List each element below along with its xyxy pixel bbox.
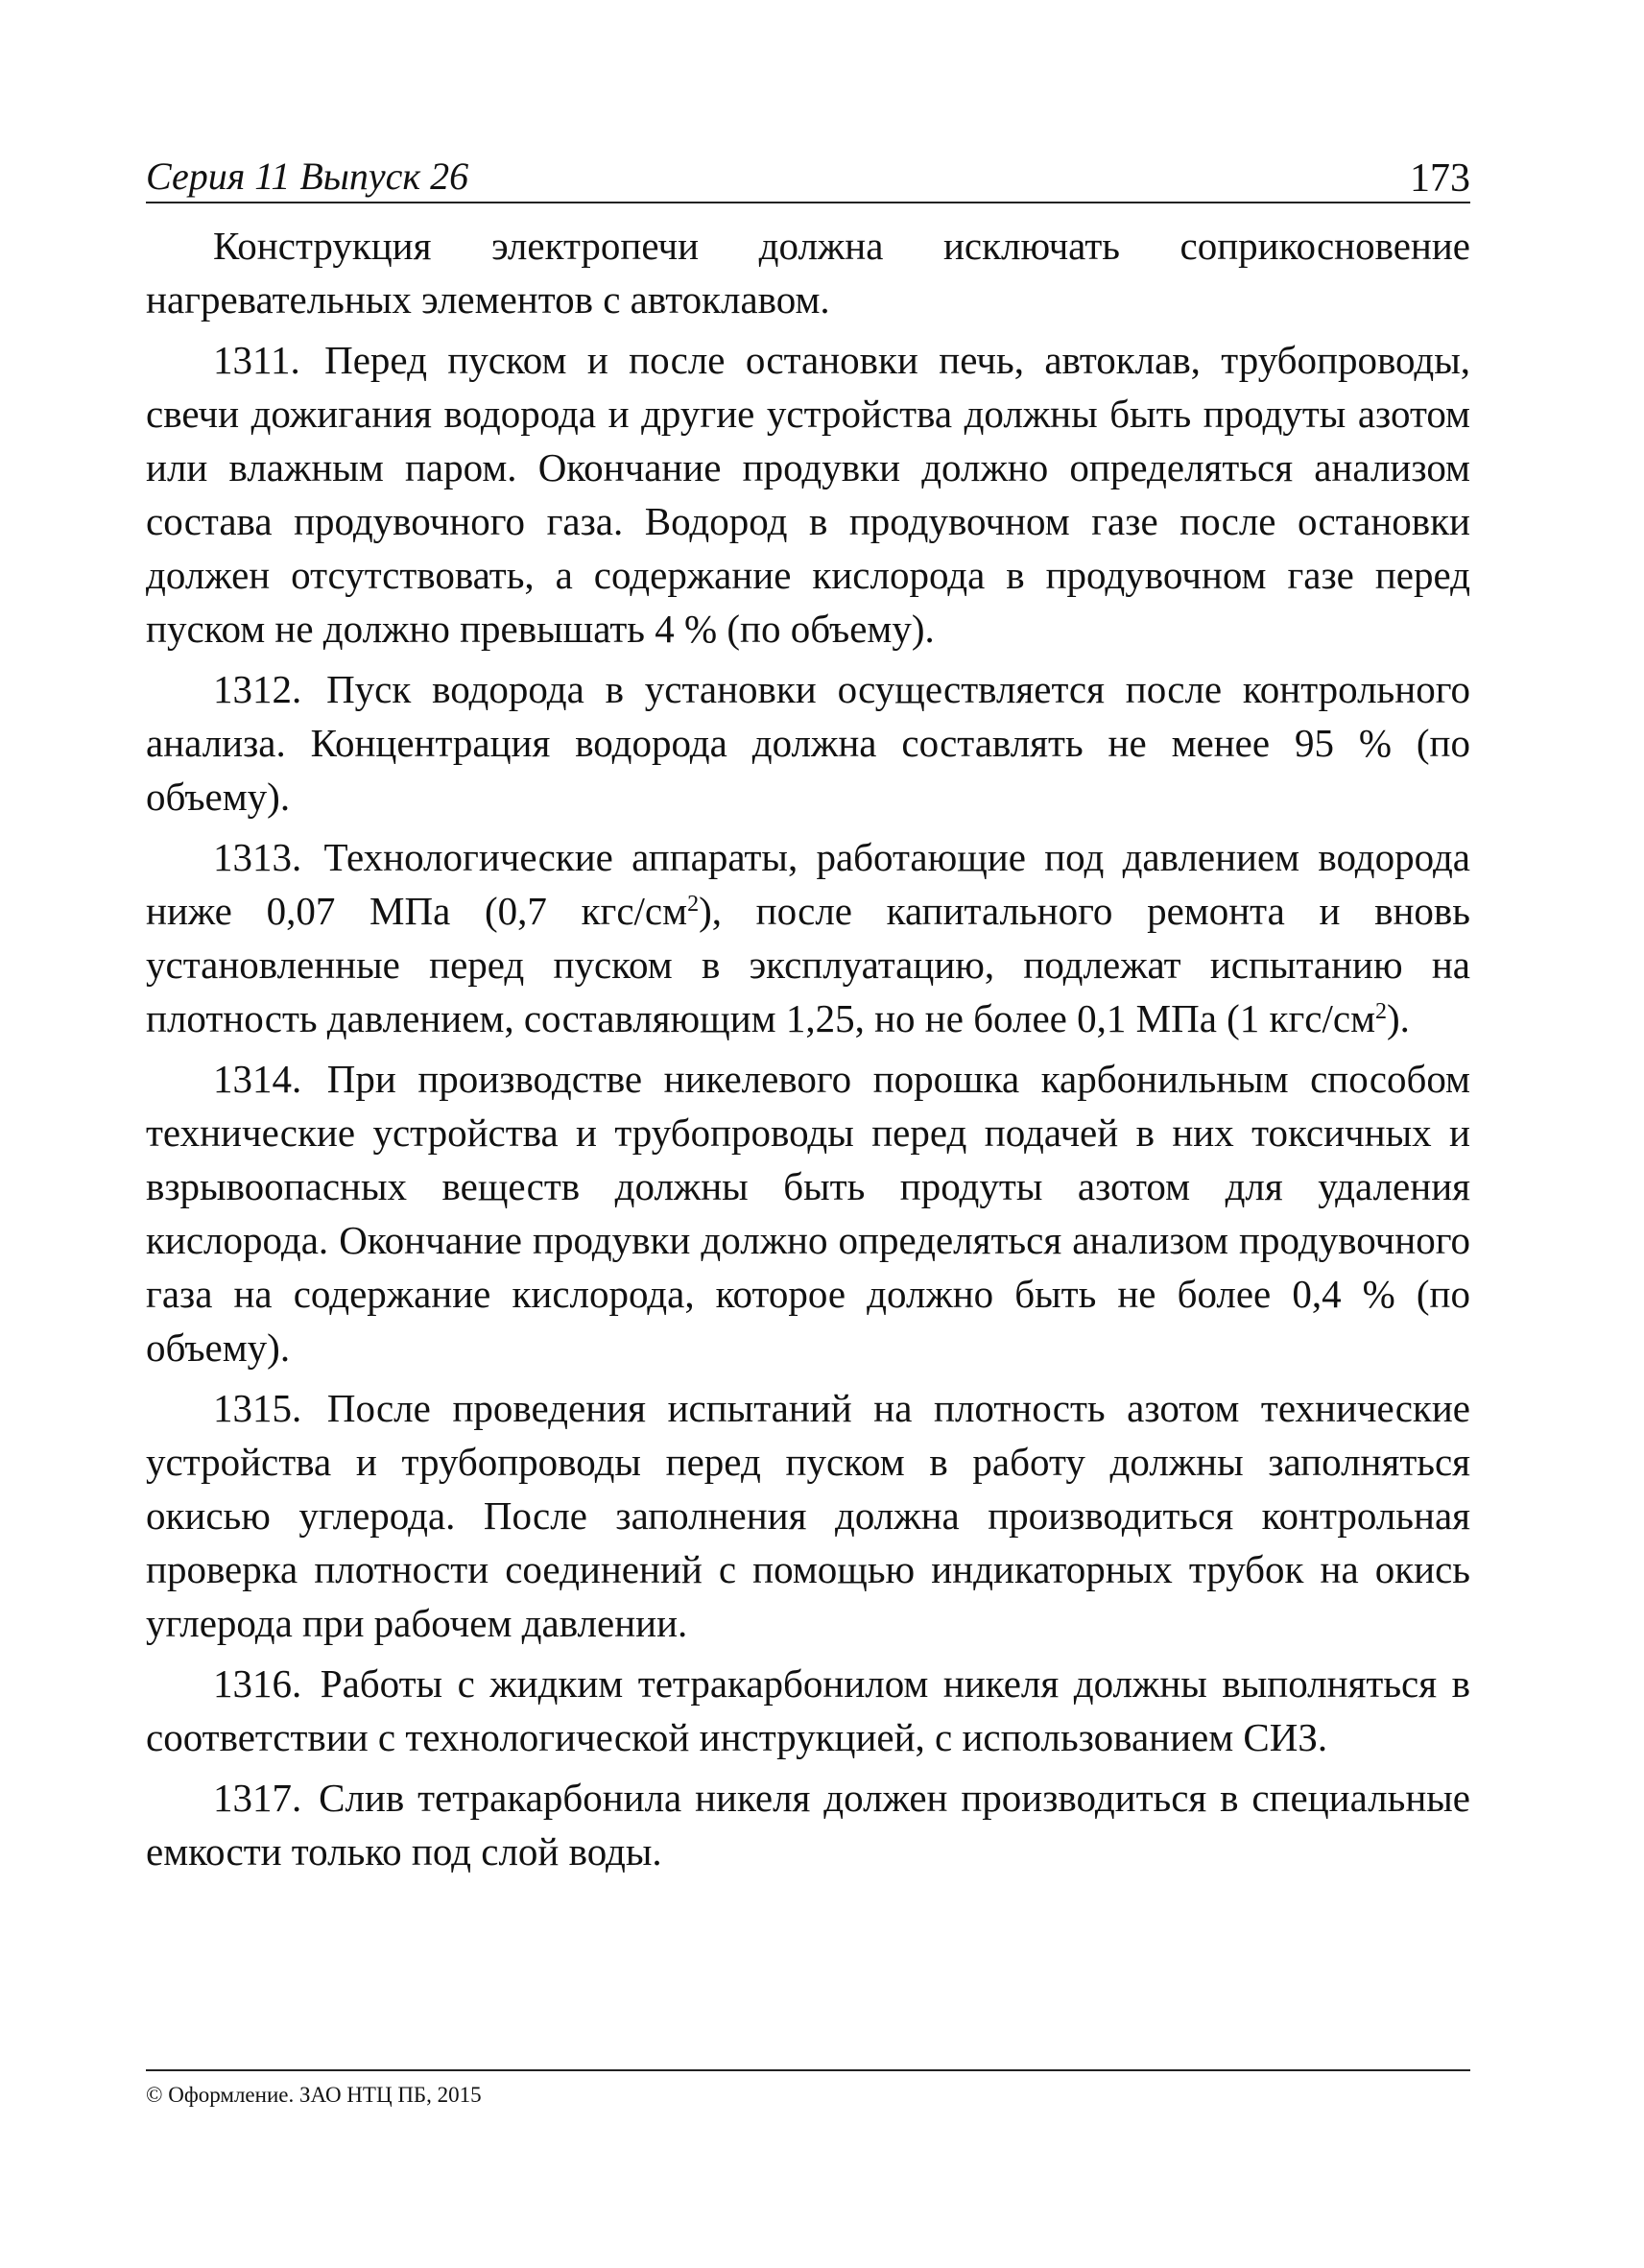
paragraph-number: 1316. [213,1661,302,1706]
paragraph-1312 [146,662,1470,824]
paragraph-number: 1315. [213,1386,302,1430]
paragraph-number: 1314. [213,1057,302,1101]
paragraph-text: ). [1387,996,1410,1040]
paragraph-text: Работы с жидким тетракарбонилом никеля должны выполняться в соответствии с технологической инструкцией, с использованием СИЗ. [146,1661,1470,1759]
paragraph-number: 1317. [213,1776,302,1820]
superscript: 2 [1375,999,1388,1024]
paragraph-1317 [146,1771,1470,1878]
paragraph-1311 [146,333,1470,656]
main-text [146,219,1470,1885]
page-number: 173 [1410,156,1470,201]
copyright-text: © Оформление. ЗАО НТЦ ПБ, 2015 [146,2083,482,2107]
paragraph-number: 1311. [213,338,300,382]
paragraph-text: После проведения испытаний на плотность азотом технические устройства и трубопроводы перед пуском в работу должны заполняться окисью углерода. После заполнения должна производиться контрольная проверка плотности соединений с помощью индикаторных трубок на окись углерода при рабочем давлении. [146,1386,1470,1645]
paragraph-text: Перед пуском и после остановки печь, автоклав, трубопроводы, свечи дожигания водорода и другие устройства должны быть продуты азотом или влажным паром. Окончание продувки должно определяться анализом состава продувочного газа. Водород в продувочном газе после остановки должен отсутствовать, а содержание кислорода в продувочном газе перед пуском не должно превышать 4 % (по объему). [146,338,1471,651]
paragraph-number: 1312. [213,667,302,711]
paragraph-text: Слив тетракарбонила никеля должен производиться в специальные емкости только под слой воды. [146,1776,1471,1874]
paragraph-text: При производстве никелевого порошка карбонильным способом технические устройства и трубопроводы перед подачей в них токсичных и взрывоопасных веществ должны быть продуты азотом для удаления кислорода. Окончание продувки должно определяться анализом продувочного газа на содержание кислорода, которое должно быть не более 0,4 % (по объему). [146,1057,1470,1370]
paragraph-text: Технологические аппараты, работающие под давлением водорода ниже 0,07 МПа (0,7 кгс/см [146,835,1471,933]
paragraph-text: Пуск водорода в установки осуществляется после контрольного анализа. Концентрация водорода должна составлять не менее 95 % (по объему). [146,667,1470,819]
paragraph-text: Конструкция электропечи должна исключать соприкосновение нагревательных элементов с автоклавом. [146,224,1470,322]
paragraph-1315 [146,1381,1470,1650]
superscript: 2 [687,892,700,917]
paragraph-1313 [146,830,1470,1045]
paragraph-1316 [146,1657,1470,1764]
paragraph-number: 1313. [213,835,302,879]
page-header [146,152,1470,203]
paragraph-text: ), после капитального ремонта и вновь установленные перед пуском в эксплуатацию, подлежат испытанию на плотность давлением, составляющим 1,25, но не более 0,1 МПа (1 кгс/см [146,889,1470,1040]
paragraph-intro [146,219,1470,326]
series-title: Серия 11 Выпуск 26 [146,155,469,198]
paragraph-1314 [146,1052,1470,1374]
page-footer [146,2069,1470,2110]
